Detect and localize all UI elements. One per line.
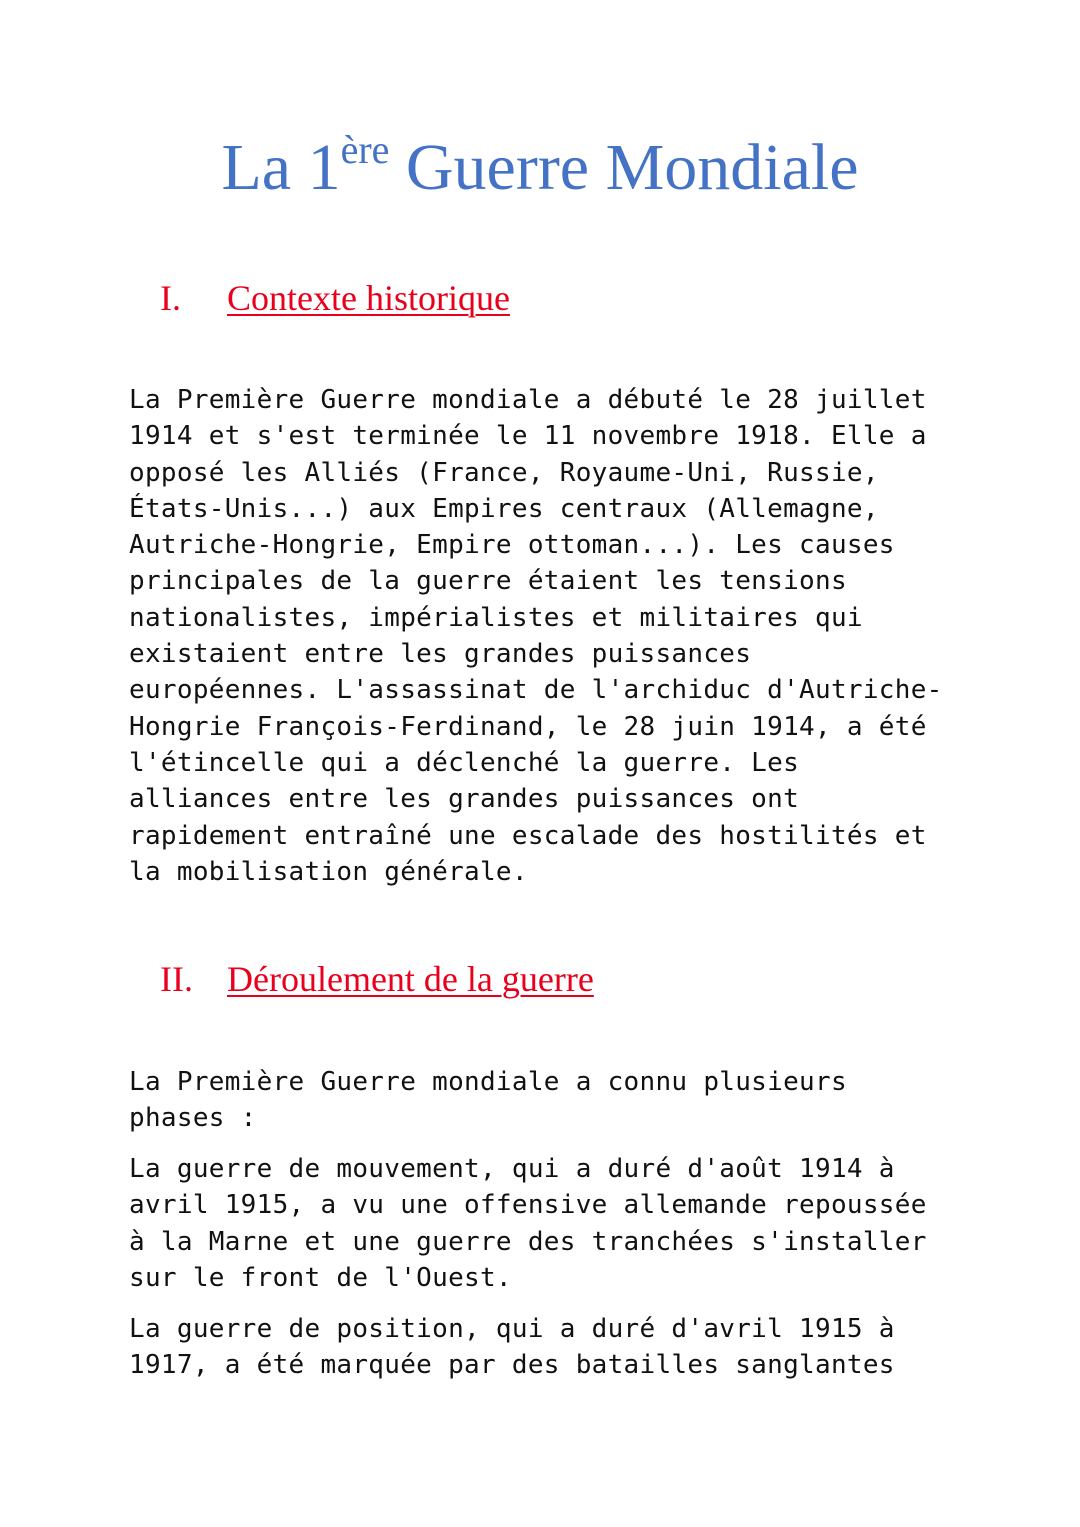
paragraph-phases-intro: La Première Guerre mondiale a connu plusieurs phases : (129, 1067, 847, 1134)
section-heading-context (160, 276, 510, 320)
section-number: I. (160, 278, 181, 318)
paragraph-context: La Première Guerre mondiale a débuté le 28 juillet 1914 et s'est terminée le 11 novembre 1918. Elle a opposé les Alliés (France, Royaume-Uni, Russie, États-Unis...) aux Empires centraux (Allemagne, Autriche-Hongrie, Empire ottoman...). Les causes principales de la guerre étaient les tensions nationalistes, impérialistes et militaires qui existaient entre les grandes puissances européennes. L'assassinat de l'archiduc d'Autriche- Hongrie François-Ferdinand, le 28 juin 1914, a été l'étincelle qui a déclenché la guerre. Les alliances entre les grandes puissances ont rapidement entraîné une escalade des hostilités et la mobilisation générale. (129, 385, 943, 887)
title-prefix: La 1 (221, 131, 341, 204)
section-number: II. (160, 959, 193, 999)
section-title: Contexte historique (227, 278, 510, 318)
title-suffix: Guerre Mondiale (389, 131, 859, 204)
title-superscript: ère (340, 127, 390, 172)
page-title (0, 128, 1080, 216)
section-heading-course-of-war (160, 957, 594, 1001)
section-title: Déroulement de la guerre (227, 959, 594, 999)
paragraph-war-of-movement: La guerre de mouvement, qui a duré d'août 1914 à avril 1915, a vu une offensive allemande repoussée à la Marne et une guerre des tranchées s'installer sur le front de l'Ouest. (129, 1154, 927, 1293)
paragraph-war-of-position: La guerre de position, qui a duré d'avril 1915 à 1917, a été marquée par des batailles sanglantes (129, 1314, 895, 1381)
